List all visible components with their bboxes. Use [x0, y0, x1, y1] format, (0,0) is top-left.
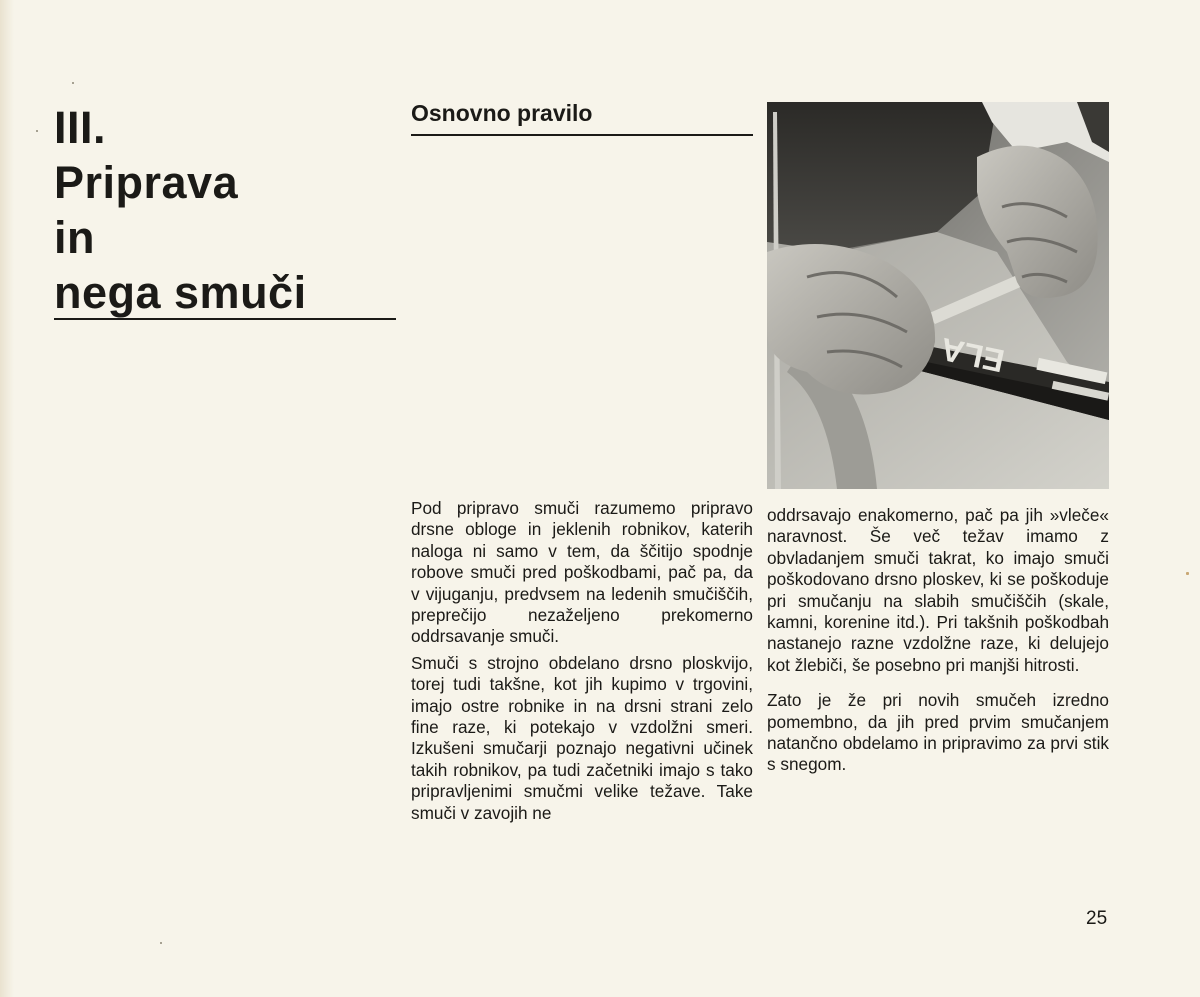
page-edge-shadow [0, 0, 14, 997]
paragraph: Smuči s strojno obdelano drsno ploskvijo, torej tudi takšne, kot jih kupimo v trgovini, imajo ostre robnike in na drsni strani zelo fine raze, ki potekajo v vzdolžni smeri. Izkušeni smučarji poznajo negativni učinek takih robnikov, pa tudi začetniki imajo s tako pripravljenimi smučmi velike težave. Take smuči v zavojih ne [411, 652, 753, 823]
page-number: 25 [1086, 908, 1108, 929]
ski-preparation-photo [767, 102, 1109, 489]
chapter-title [54, 100, 396, 320]
paper-speck [72, 82, 74, 84]
chapter-title-line-2: in [54, 212, 95, 263]
chapter-title-rule [54, 318, 396, 320]
section-heading: Osnovno pravilo [411, 100, 593, 126]
chapter-number: III. [54, 102, 107, 153]
paper-speck [1186, 572, 1189, 575]
paragraph: oddrsavajo enakomerno, pač pa jih »vleče« naravnost. Še več težav imamo z obvladanjem smuči takrat, ko imajo smuči poškodovano drsno ploskev, ki se poškoduje pri smučanju na slabih smučiščih (skale, kamni, korenine itd.). Pri takšnih poškodbah nastanejo razne vzdolžne raze, ki delujejo kot žlebiči, še posebno pri manjši hitrosti. [767, 505, 1109, 675]
paragraph: Pod pripravo smuči razumemo pripravo drsne obloge in jeklenih robnikov, katerih naloga ni samo v tem, da ščitijo spodnje robove smuči pred poškodbami, pač pa, da v vijuganju, predvsem na ledenih smučiščih, preprečijo nezaželjeno prekomerno oddrsavanje smuči. [411, 498, 753, 647]
body-column-right [767, 505, 1109, 781]
chapter-title-line-3: nega smuči [54, 267, 307, 318]
paper-speck [160, 942, 162, 944]
paper-speck [36, 130, 38, 132]
body-column-left [411, 498, 753, 829]
chapter-title-line-1: Priprava [54, 157, 239, 208]
section-heading-rule [411, 134, 753, 136]
paragraph: Zato je že pri novih smučeh izredno pomembno, da jih pred prvim smučanjem natančno obdelamo in pripravimo za prvi stik s snegom. [767, 690, 1109, 775]
ski-lettering: ELA [937, 330, 1008, 380]
